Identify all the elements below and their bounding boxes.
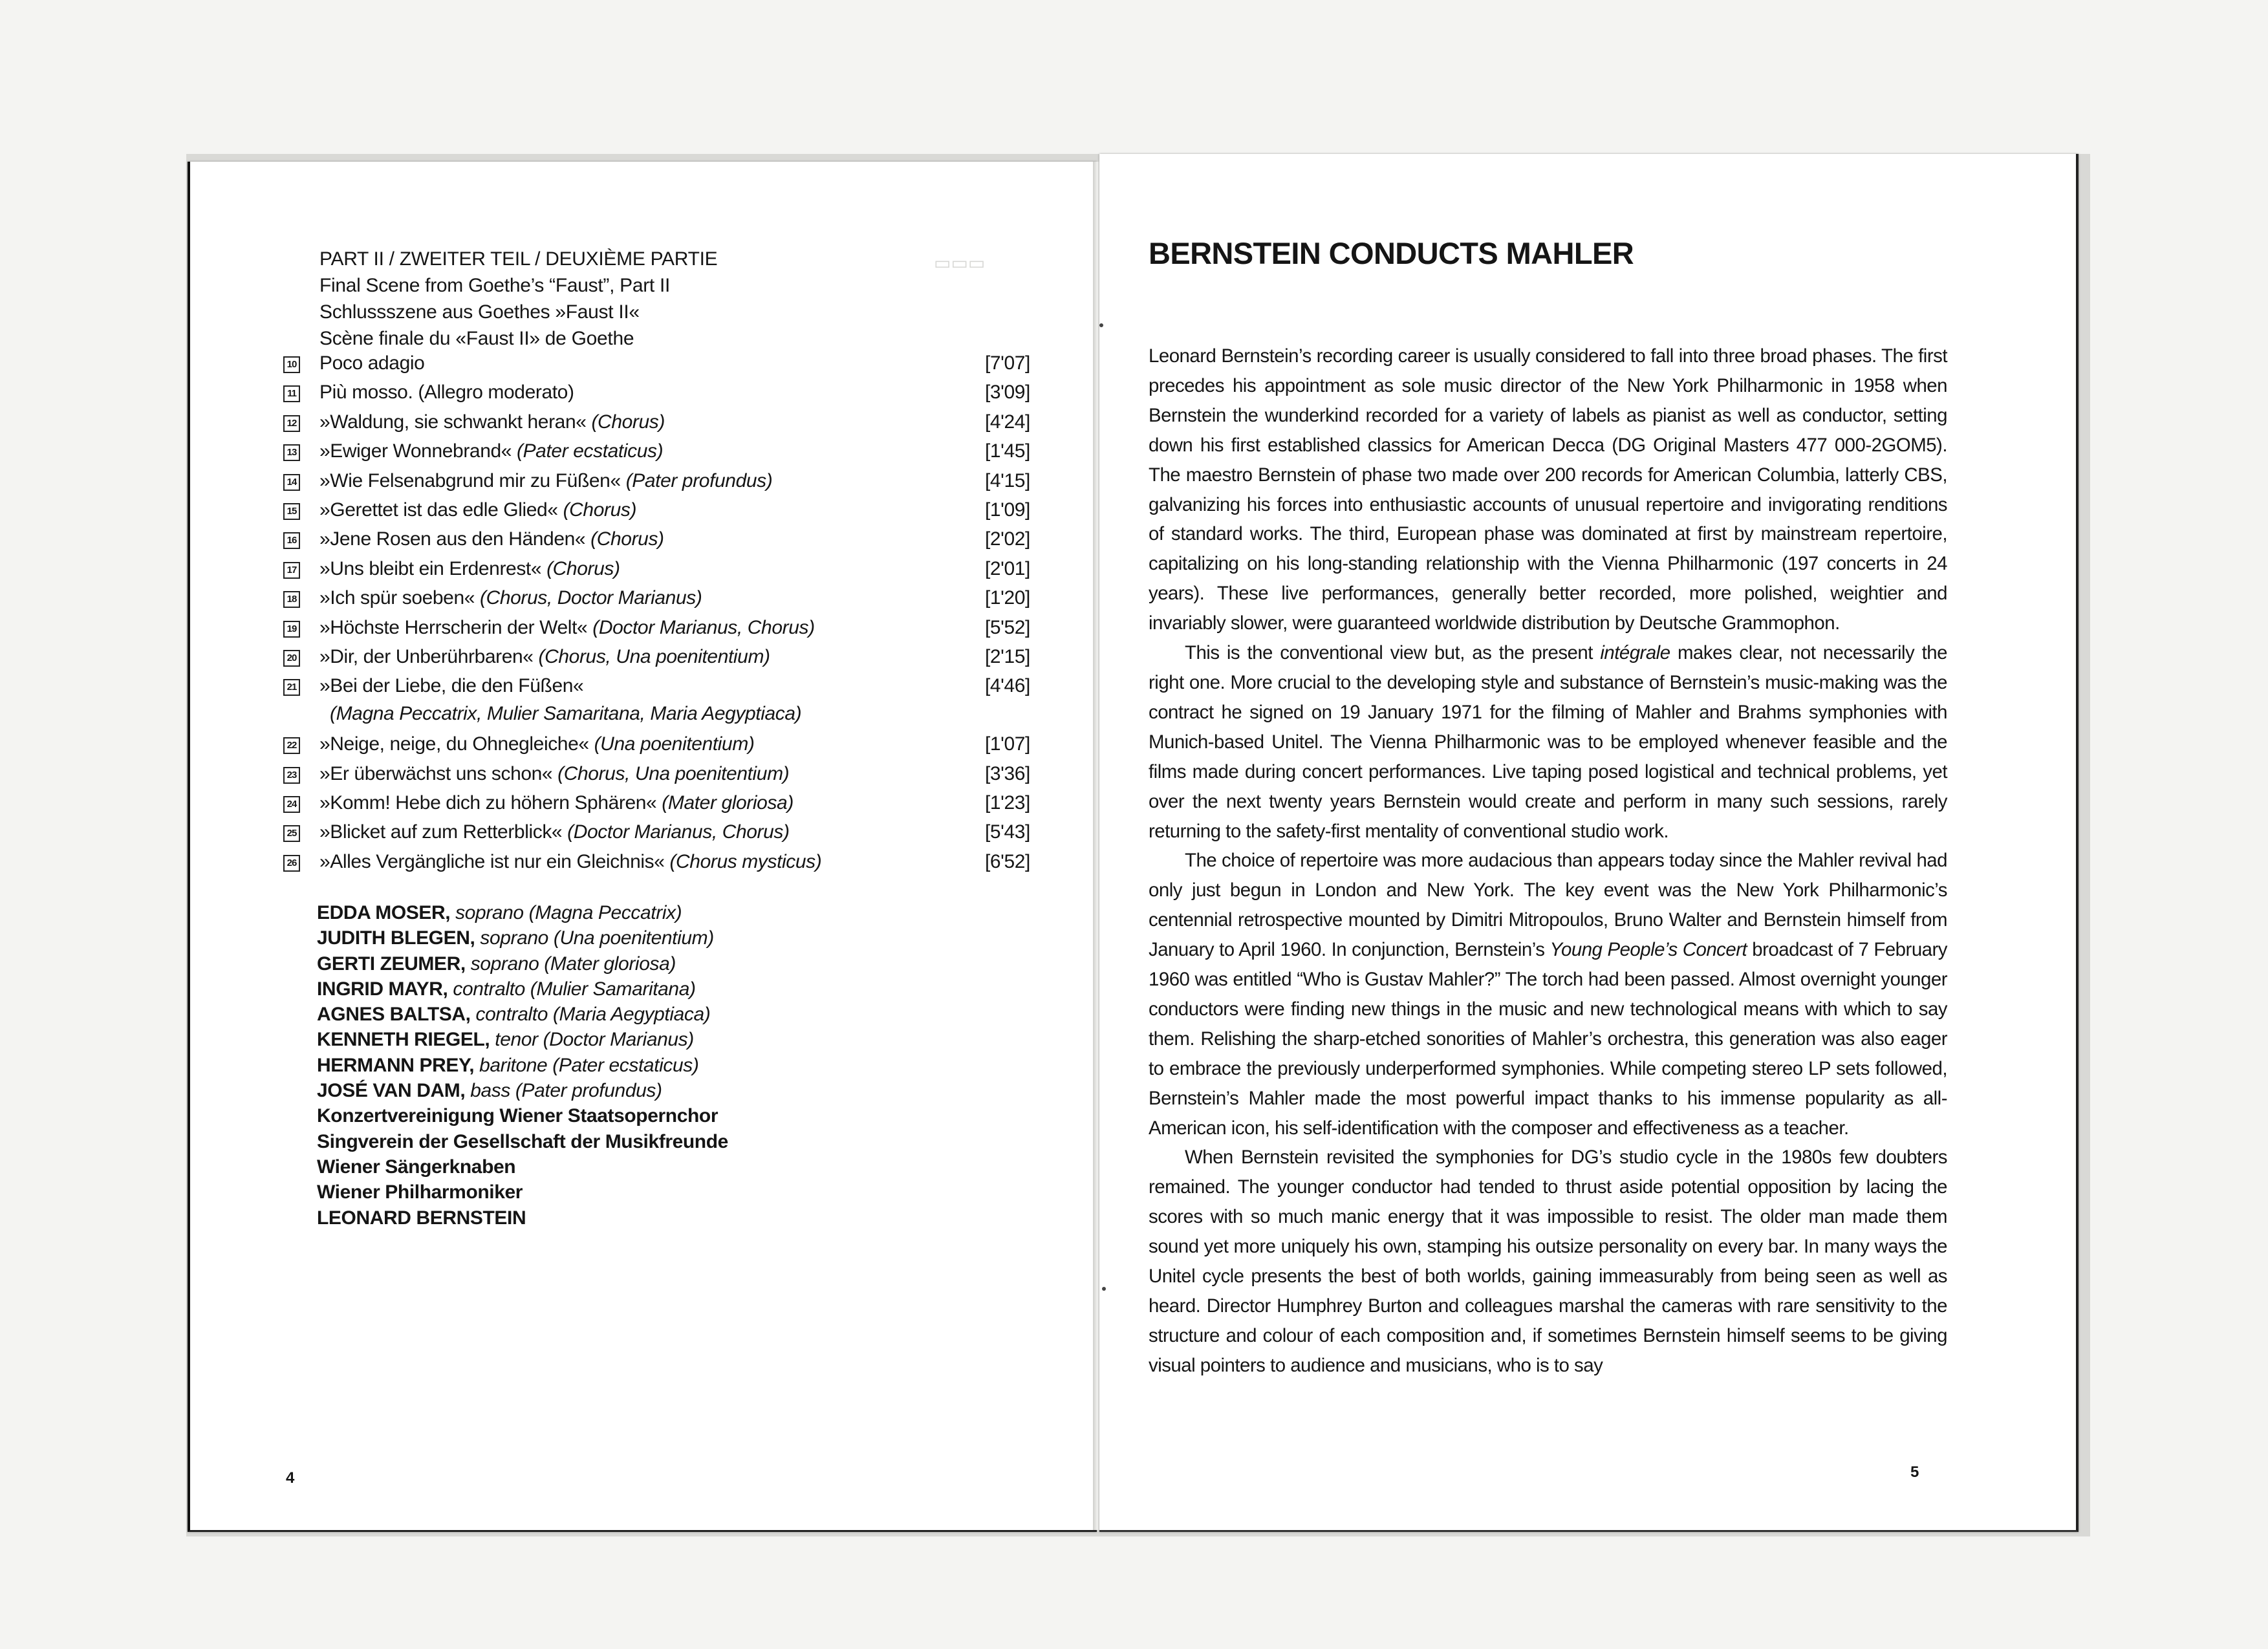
article-title: BERNSTEIN CONDUCTS MAHLER: [1149, 236, 1634, 270]
track-number: 20: [283, 650, 300, 667]
track-row: [283, 674, 1030, 732]
track-role: (Chorus): [546, 557, 620, 579]
left-page: [188, 162, 1097, 1532]
performer-role: baritone (Pater ecstaticus): [474, 1054, 699, 1076]
track-duration: [1'20]: [984, 587, 1030, 609]
performer-entry: [317, 1002, 964, 1027]
track-title: [319, 499, 636, 521]
performer-role: soprano (Una poenitentium): [475, 927, 714, 949]
track-number: 16: [283, 532, 300, 549]
performer-role: contralto (Maria Aegyptiaca): [470, 1004, 711, 1026]
track-row: [283, 586, 1030, 615]
part-heading: [319, 246, 966, 352]
track-title: [319, 617, 815, 639]
track-row: [283, 527, 1030, 556]
track-row: [283, 645, 1030, 674]
performer-entry: [317, 976, 964, 1002]
track-title: [319, 851, 821, 873]
page-number: 5: [1910, 1463, 1919, 1481]
track-role: (Chorus, Una poenitentium): [538, 645, 770, 667]
performer-role: soprano (Mater gloriosa): [465, 953, 676, 975]
track-title-text: »Höchste Herrscherin der Welt«: [319, 616, 593, 638]
track-row: [283, 410, 1030, 439]
performer-name: INGRID MAYR,: [317, 978, 448, 1000]
track-title: [319, 558, 620, 580]
track-title: [319, 792, 794, 814]
performer-name: Singverein der Gesellschaft der Musikfreunde: [317, 1130, 728, 1152]
paragraph-3: The choice of repertoire was more audacious than appears today since the Mahler revival had only just begun in London and New York. The key event was the New York Philharmonic’s centennial retrospective mounted by Dimitri Mitropoulos, Bruno Walter and Bernstein himself from January to April 1960. In conjunction, Bernstein’s Young People’s Concert broadcast of 7 February 1960 was entitled “Who is Gustav Mahler?” The torch had been passed. Almost overnight younger conductors were finding new things in the music and new technological means with which to say them. Relishing the sharp-etched sonorities of Mahler’s orchestra, this generation was also eager to embrace the previously underperformed symphonies. While competing stereo LP sets followed, Bernstein’s Mahler made the most powerful impact thanks to his immense popularity as all-American icon, his self-identification with the composer and effectiveness as a teacher.: [1149, 850, 1947, 1139]
performer-entry: [317, 1027, 964, 1052]
performer-name: Konzertvereinigung Wiener Staatsopernchor: [317, 1105, 718, 1127]
track-number: 25: [283, 825, 300, 842]
track-role: (Magna Peccatrix, Mulier Samaritana, Maria Aegyptiaca): [330, 703, 802, 725]
track-duration: [5'43]: [984, 821, 1030, 843]
track-title-text: »Neige, neige, du Ohnegleiche«: [319, 733, 594, 755]
track-role: (Mater gloriosa): [662, 792, 794, 814]
performer-entry: [317, 1180, 964, 1205]
track-title: [319, 352, 424, 374]
scan-dot: [1102, 1287, 1106, 1291]
track-title: [319, 646, 770, 668]
track-title: [319, 411, 665, 433]
performer-entry: [317, 900, 964, 925]
track-role: (Doctor Marianus, Chorus): [567, 821, 790, 843]
track-title: [319, 763, 789, 785]
track-number: 13: [283, 444, 300, 461]
track-number: 12: [283, 415, 300, 432]
performer-entry: [317, 925, 964, 951]
track-title: [319, 440, 663, 462]
track-role: (Chorus mysticus): [669, 850, 822, 872]
italic-text: intégrale: [1600, 642, 1670, 664]
track-title: [319, 821, 790, 843]
track-number: 26: [283, 855, 300, 872]
track-number: 17: [283, 562, 300, 579]
paragraph-1: Leonard Bernstein’s recording career is usually considered to fall into three broad phases. The first precedes his appointment as sole music director of the New York Philharmonic in 1958 when Bernstein the wunderkind recorded for a variety of labels as pianist as well as conductor, setting down his first established classics for American Decca (DG Original Masters 477 000-2GOM5). The maestro Bernstein of phase two made over 200 records for American Columbia, latterly CBS, galvanizing his forces into enthusiastic accounts of unusual repertoire and invigorating renditions of standard works. The third, European phase was dominated at first by mainstream repertoire, capitalizing on his long-standing relationship with the Vienna Philharmonic (197 concerts in 24 years). These live performances, generally better recorded, more polished, weightier and invariably slower, were guaranteed worldwide distribution by Deutsche Grammophon.: [1149, 345, 1947, 634]
performer-list: [317, 900, 964, 1231]
track-title: [319, 675, 583, 697]
track-duration: [2'15]: [984, 645, 1030, 667]
track-duration: [2'01]: [984, 557, 1030, 579]
track-title: [319, 382, 574, 404]
track-row: [283, 616, 1030, 645]
track-title-text: »Alles Vergängliche ist nur ein Gleichnis«: [319, 850, 670, 872]
track-row: [283, 439, 1030, 468]
track-title-text: »Blicket auf zum Retterblick«: [319, 821, 568, 843]
track-duration: [3'36]: [984, 762, 1030, 784]
track-duration: [4'24]: [984, 411, 1030, 433]
performer-entry: [317, 1205, 964, 1231]
heading-line: Final Scene from Goethe’s “Faust”, Part II: [319, 275, 671, 296]
track-role: (Chorus): [563, 499, 637, 521]
track-title-text: »Wie Felsenabgrund mir zu Füßen«: [319, 469, 626, 491]
performer-entry: [317, 1053, 964, 1078]
track-title-text: »Ewiger Wonnebrand«: [319, 440, 517, 462]
track-duration: [6'52]: [984, 850, 1030, 872]
right-page: [1099, 154, 2079, 1532]
track-role: (Chorus, Una poenitentium): [557, 762, 790, 784]
track-title-text: »Waldung, sie schwankt heran«: [319, 411, 592, 433]
heading-line: Schlussszene aus Goethes »Faust II«: [319, 301, 640, 323]
performer-name: Wiener Sängerknaben: [317, 1156, 516, 1178]
performer-entry: [317, 951, 964, 976]
track-row: [283, 498, 1030, 527]
track-number: 18: [283, 591, 300, 608]
track-role: (Una poenitentium): [594, 733, 755, 755]
performer-entry: [317, 1078, 964, 1103]
track-number: 10: [283, 356, 300, 373]
performer-name: KENNETH RIEGEL,: [317, 1029, 490, 1051]
track-title: [319, 587, 702, 609]
track-role: (Doctor Marianus, Chorus): [592, 616, 815, 638]
track-row: [283, 351, 1030, 380]
track-duration: [3'09]: [984, 382, 1030, 404]
track-row: [283, 469, 1030, 498]
track-row: [283, 850, 1030, 879]
track-duration: [1'23]: [984, 792, 1030, 814]
track-title-text: »Gerettet ist das edle Glied«: [319, 499, 563, 521]
track-number: 15: [283, 503, 300, 520]
performer-name: JUDITH BLEGEN,: [317, 927, 475, 949]
track-number: 24: [283, 796, 300, 813]
track-title-text: »Dir, der Unberührbaren«: [319, 645, 539, 667]
performer-entry: [317, 1103, 964, 1128]
track-row: [283, 557, 1030, 586]
track-number: 21: [283, 679, 300, 696]
performer-role: soprano (Magna Peccatrix): [450, 902, 682, 923]
track-row: [283, 820, 1030, 849]
track-duration: [5'52]: [984, 616, 1030, 638]
track-number: 19: [283, 621, 300, 638]
track-title: [319, 733, 755, 755]
track-role: (Chorus, Doctor Marianus): [479, 587, 702, 609]
performer-name: EDDA MOSER,: [317, 902, 451, 923]
performer-role: contralto (Mulier Samaritana): [448, 978, 696, 1000]
track-title-text: »Uns bleibt ein Erdenrest«: [319, 557, 547, 579]
track-row: [283, 762, 1030, 791]
track-title-text: »Bei der Liebe, die den Füßen«: [319, 675, 584, 697]
track-duration: [4'15]: [984, 469, 1030, 491]
bleed-through-text: ▭▭▭: [934, 253, 986, 273]
track-title-text: Più mosso. (Allegro moderato): [319, 382, 574, 404]
track-number: 14: [283, 474, 300, 491]
performer-role: tenor (Doctor Marianus): [490, 1029, 694, 1051]
track-role: (Pater ecstaticus): [516, 440, 664, 462]
track-row: [283, 380, 1030, 409]
track-role: (Pater profundus): [625, 469, 773, 491]
track-title: [319, 528, 664, 550]
article-body: [1149, 341, 1947, 1381]
track-role: (Chorus): [590, 528, 664, 550]
track-title-text: »Komm! Hebe dich zu höhern Sphären«: [319, 792, 662, 814]
performer-name: LEONARD BERNSTEIN: [317, 1207, 526, 1229]
performer-name: GERTI ZEUMER,: [317, 953, 466, 975]
paragraph-4: When Bernstein revisited the symphonies for DG’s studio cycle in the 1980s few doubters remained. The younger conductor had tended to thrust aside potential opposition by lacing the scores with so much manic energy that it was impossible to resist. The older man made them sound yet more uniquely his own, stamping his outsize personality on every bar. In many ways the Unitel cycle presents the best of both worlds, gaining immeasurably from being seen as well as heard. Director Humphrey Burton and colleagues marshal the cameras with rare sensitivity to the structure and colour of each composition and, if sometimes Bernstein himself seems to be giving visual pointers to audience and musicians, who is to say: [1149, 1147, 1947, 1376]
track-number: 22: [283, 737, 300, 754]
performer-entry: [317, 1154, 964, 1180]
paragraph-2: This is the conventional view but, as the present intégrale makes clear, not necessarily the right one. More crucial to the developing style and substance of Bernstein’s music-making was the contract he signed on 19 January 1971 for the filming of Mahler and Brahms symphonies with Munich-based Unitel. The Vienna Philharmonic was to be employed whenever feasible and the films made during concert performances. Live taping posed logistical and technical problems, yet over the next twenty years Bernstein would create and perform in many such sessions, rarely returning to the safety-first mentality of conventional studio work.: [1149, 642, 1947, 842]
track-number: 23: [283, 767, 300, 784]
performer-name: JOSÉ VAN DAM,: [317, 1080, 466, 1102]
track-duration: [1'09]: [984, 499, 1030, 521]
performer-entry: [317, 1129, 964, 1154]
track-duration: [1'45]: [984, 440, 1030, 462]
track-duration: [4'46]: [984, 675, 1030, 697]
page-number: 4: [286, 1469, 295, 1487]
heading-line: PART II / ZWEITER TEIL / DEUXIÈME PARTIE: [319, 248, 718, 270]
track-row: [283, 732, 1030, 761]
track-duration: [1'07]: [984, 733, 1030, 755]
track-number: 11: [283, 385, 300, 402]
track-title: [319, 470, 772, 492]
track-list: [283, 351, 1030, 879]
track-title-text: »Ich spür soeben«: [319, 587, 480, 609]
track-role: (Chorus): [591, 411, 665, 433]
performer-role: bass (Pater profundus): [465, 1080, 662, 1102]
track-duration: [7'07]: [984, 352, 1030, 374]
track-row: [283, 791, 1030, 820]
track-title-text: Poco adagio: [319, 352, 425, 374]
italic-text: Young People’s Concert: [1550, 939, 1747, 961]
performer-name: Wiener Philharmoniker: [317, 1181, 523, 1203]
track-title-text: »Jene Rosen aus den Händen«: [319, 528, 591, 550]
performer-name: AGNES BALTSA,: [317, 1004, 471, 1026]
performer-name: HERMANN PREY,: [317, 1054, 475, 1076]
heading-line: Scène finale du «Faust II» de Goethe: [319, 328, 634, 349]
track-title-text: »Er überwächst uns schon«: [319, 762, 558, 784]
scan-dot: [1099, 323, 1103, 327]
track-duration: [2'02]: [984, 528, 1030, 550]
